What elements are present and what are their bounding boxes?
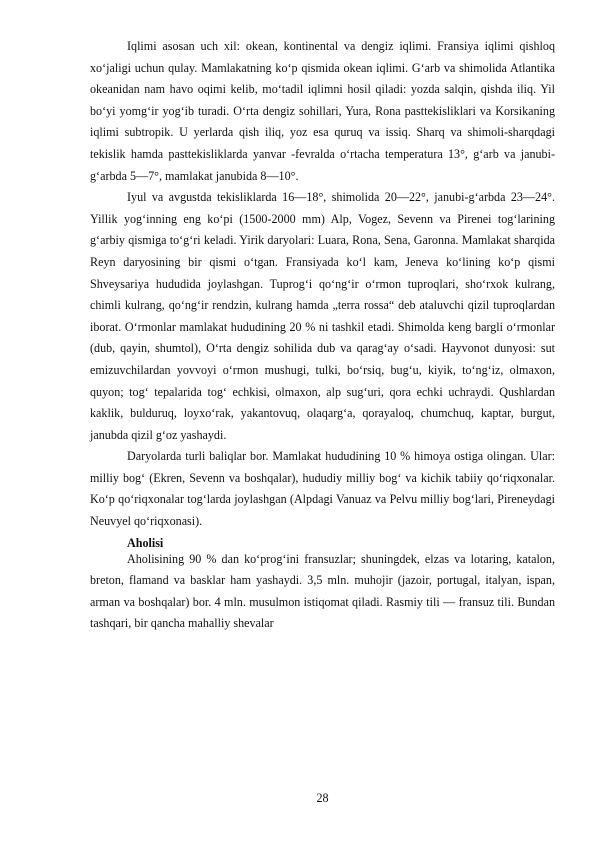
page-number: 28	[316, 791, 329, 805]
paragraph-rivers-soil-fauna: Iyul va avgustda tekisliklarda 16—18°, shimolida 20—22°, janubi-g‘arbda 23—24°. Yillik yog‘inning eng ko‘pi (1500-2000 mm) Alp, Vogez, Sevenn va Pirenei tog‘larining g‘arbiy qismiga to‘g‘ri keladi. Yirik daryolari: Luara, Rona, Sena, Garonna. Mamlakat sharqida Reyn daryosining bir qismi o‘tgan. Fransiyada ko‘l kam, Jeneva ko‘lining ko‘p qismi Shveysariya hududida joylashgan. Tuprog‘i qo‘ng‘ir o‘rmon tuproqlari, sho‘rxok kulrang, chimli kulrang, qo‘ng‘ir rendzin, kulrang hamda „terra rossa“ deb ataluvchi qizil tuproqlardan iborat. O‘rmonlar mamlakat hududining 20 % ni tashkil etadi. Shimolda keng bargli o‘rmonlar (dub, qayin, shumtol), O‘rta dengiz sohilida dub va qarag‘ay o‘sadi. Hayvonot dunyosi: sut emizuvchilardan yovvoyi o‘rmon mushugi, tulki, bo‘rsiq, bug‘u, kiyik, to‘ng‘iz, olmaxon, quyon; tog‘ tepalarida tog‘ echkisi, olmaxon, alp sug‘uri, qora echki uchraydi. Qushlardan kaklik, bulduruq, loyxo‘rak, yakantovuq, olaqarg‘a, qorayaloq, chumchuq, kaptar, burgut, janubda qizil g‘oz yashaydi.	[90, 190, 555, 442]
paragraph-protected-areas: Daryolarda turli baliqlar bor. Mamlakat hududining 10 % himoya ostiga olingan. Ular: milliy bog‘ (Ekren, Sevenn va boshqalar), hududiy milliy bog‘ va kichik tabiiy qo‘riqxonalar. Ko‘p qo‘riqxonalar tog‘larda joylashgan (Alpdagi Vanuaz va Pelvu milliy bog‘lari, Pireneydagi Neuvyel qo‘riqxonasi).	[90, 449, 555, 529]
section-heading: Aholisi	[127, 535, 164, 550]
paragraph-climate: Iqlimi asosan uch xil: okean, kontinental va dengiz iqlimi. Fransiya iqlimi qishloq xo‘jaligi uchun qulay. Mamlakatning ko‘p qismida okean iqlimi. G‘arb va shimolida Atlantika okeanidan nam havo oqimi kelib, mo‘tadil iqlimni hosil qiladi: yozda salqin, qishda iliq. Yil bo‘yi yomg‘ir yog‘ib turadi. O‘rta dengiz sohillari, Yura, Rona pasttekisliklari va Korsikaning iqlimi subtropik. U yerlarda qish iliq, yoz esa quruq va issiq. Sharq va shimoli-sharqdagi tekislik hamda pasttekisliklarda yanvar -fevralda o‘rtacha temperatura 13°, g‘arb va janubi-g‘arbda 5—7°, mamlakat janubida 8—10°.	[90, 39, 555, 183]
page-body	[90, 36, 555, 635]
paragraph-population: Aholisining 90 % dan ko‘prog‘ini fransuzlar; shuningdek, elzas va lotaring, katalon, breton, flamand va basklar ham yashaydi. 3,5 mln. muhojir (jazoir, portugal, italyan, ispan, arman va boshqalar) bor. 4 mln. musulmon istiqomat qiladi. Rasmiy tili — fransuz tili. Bundan tashqari, bir qancha mahalliy shevalar	[90, 551, 555, 631]
